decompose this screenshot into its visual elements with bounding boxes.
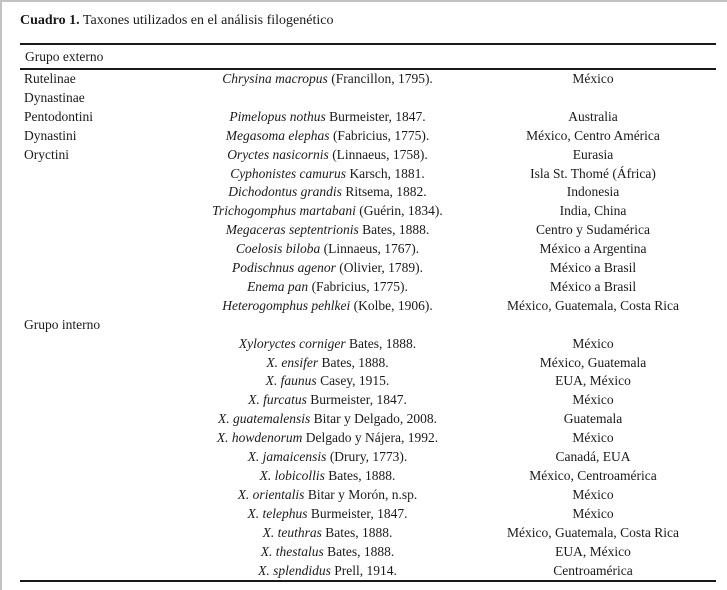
group-cell xyxy=(20,467,185,486)
species-name: Cyphonistes camurus xyxy=(230,165,347,181)
distribution-cell: Eurasia xyxy=(572,146,614,162)
distribution-cell: Indonesia xyxy=(566,184,620,200)
taxon-cell: X. thestalus Bates, 1888. xyxy=(260,543,395,559)
taxon-cell: Trichogomphus martabani (Guérin, 1834). xyxy=(212,203,443,219)
ingroup-table-body xyxy=(20,335,716,581)
distribution-cell: EUA, México xyxy=(555,373,631,389)
distribution-cell: México xyxy=(572,430,614,446)
table-row xyxy=(20,354,716,373)
group-cell xyxy=(20,202,185,221)
bottom-rule xyxy=(20,580,716,582)
taxon-cell: Pimelopus nothus Burmeister, 1847. xyxy=(229,108,426,124)
species-name: Xyloryctes corniger xyxy=(238,335,346,351)
group-cell xyxy=(20,524,185,543)
taxon-cell: X. jamaicensis (Drury, 1773). xyxy=(247,449,408,465)
table-row xyxy=(20,372,716,391)
distribution-cell: EUA, México xyxy=(555,543,631,559)
section-header-grupo-interno: Grupo interno xyxy=(24,316,101,332)
distribution-cell: Isla St. Thomé (África) xyxy=(530,165,656,181)
table-row xyxy=(20,429,716,448)
distribution-cell: México, Centro América xyxy=(526,127,660,143)
taxa-table xyxy=(20,43,716,582)
taxon-cell: X. splendidus Prell, 1914. xyxy=(258,562,397,578)
taxon-cell: Xyloryctes corniger Bates, 1888. xyxy=(238,335,417,351)
species-name: X. thestalus xyxy=(260,543,324,559)
table-row xyxy=(20,467,716,486)
group-cell: Dynastini xyxy=(24,127,77,143)
species-name: Chrysina macropus xyxy=(222,71,328,86)
distribution-cell: India, China xyxy=(559,203,627,219)
distribution-cell: Guatemala xyxy=(563,411,623,427)
table-row xyxy=(20,70,716,89)
group-cell xyxy=(20,354,185,373)
table-row xyxy=(20,108,716,127)
group-cell xyxy=(20,297,185,316)
taxon-cell: Coelosis biloba (Linnaeus, 1767). xyxy=(235,241,420,257)
distribution-cell: México a Argentina xyxy=(539,241,647,257)
species-name: X. teuthras xyxy=(262,524,322,540)
group-cell: Dynastinae xyxy=(24,89,85,105)
species-name: Megaceras septentrionis xyxy=(225,222,359,238)
species-name: X. telephus xyxy=(247,505,308,521)
taxon-cell: Heterogomphus pehlkei (Kolbe, 1906). xyxy=(222,297,433,313)
group-cell: Pentodontini xyxy=(24,108,94,124)
group-cell xyxy=(20,183,185,202)
distribution-cell: México a Brasil xyxy=(549,278,637,294)
group-cell xyxy=(20,562,185,581)
distribution-cell: Centroamérica xyxy=(553,562,633,578)
taxon-cell: Cyphonistes camurus Karsch, 1881. xyxy=(230,165,425,181)
group-cell xyxy=(20,165,185,184)
species-name: Oryctes nasicornis xyxy=(227,146,329,162)
group-cell xyxy=(20,259,185,278)
taxon-cell: Megaceras septentrionis Bates, 1888. xyxy=(225,222,430,238)
table-row xyxy=(20,543,716,562)
taxon-cell: X. telephus Burmeister, 1847. xyxy=(247,505,408,521)
table-row xyxy=(20,240,716,259)
distribution-cell: México, Centroamérica xyxy=(529,468,657,484)
table-row xyxy=(20,562,716,581)
distribution-cell: México a Brasil xyxy=(549,260,637,276)
taxon-cell: X. faunus Casey, 1915. xyxy=(265,373,390,389)
distribution-cell: México xyxy=(572,392,614,408)
table-row xyxy=(20,146,716,165)
outgroup-table xyxy=(20,70,716,316)
group-cell xyxy=(20,372,185,391)
distribution-cell: México xyxy=(572,335,614,351)
table-row xyxy=(20,259,716,278)
group-cell xyxy=(20,448,185,467)
table-row xyxy=(20,127,716,146)
species-name: X. splendidus xyxy=(258,562,331,578)
table-row xyxy=(20,486,716,505)
table-row xyxy=(20,410,716,429)
taxon-cell: Chrysina macropus (Francillon, 1795). xyxy=(222,71,433,86)
species-name: X. furcatus xyxy=(248,392,307,408)
taxon-cell: X. ensifer Bates, 1888. xyxy=(266,354,389,370)
group-cell xyxy=(20,391,185,410)
group-cell xyxy=(20,543,185,562)
distribution-cell: México xyxy=(572,71,614,86)
group-cell xyxy=(20,410,185,429)
table-row xyxy=(20,297,716,316)
group-cell xyxy=(20,221,185,240)
species-name: X. orientalis xyxy=(237,486,305,502)
taxon-cell xyxy=(185,89,470,108)
table-row xyxy=(20,524,716,543)
taxon-cell: X. teuthras Bates, 1888. xyxy=(262,524,393,540)
distribution-cell: México, Guatemala xyxy=(539,354,647,370)
table-row xyxy=(20,89,716,108)
table-row xyxy=(20,335,716,354)
table-row xyxy=(20,391,716,410)
table-caption xyxy=(20,12,714,30)
table-row xyxy=(20,221,716,240)
species-name: Megasoma elephas xyxy=(225,127,330,143)
taxon-cell: X. howdenorum Delgado y Nájera, 1992. xyxy=(216,430,439,446)
group-cell xyxy=(20,486,185,505)
species-name: X. jamaicensis xyxy=(247,449,327,465)
group-cell: Oryctini xyxy=(24,146,69,162)
section-header-grupo-externo: Grupo externo xyxy=(25,49,104,64)
species-name: Dichodontus grandis xyxy=(228,184,342,200)
species-name: X. ensifer xyxy=(266,354,319,370)
group-cell: Rutelinae xyxy=(24,71,76,86)
species-name: Enema pan xyxy=(247,278,309,294)
table-row xyxy=(20,505,716,524)
distribution-cell xyxy=(470,89,716,108)
table-row xyxy=(20,165,716,184)
taxon-cell: X. guatemalensis Bitar y Delgado, 2008. xyxy=(218,411,437,427)
taxon-cell: Megasoma elephas (Fabricius, 1775). xyxy=(225,127,430,143)
distribution-cell: Canadá, EUA xyxy=(555,449,631,465)
taxon-cell: Oryctes nasicornis (Linnaeus, 1758). xyxy=(227,146,428,162)
species-name: X. faunus xyxy=(265,373,317,389)
distribution-cell: Australia xyxy=(568,108,618,124)
table-caption-label: Cuadro 1. xyxy=(20,13,80,28)
distribution-cell: México xyxy=(572,486,614,502)
table-row xyxy=(20,183,716,202)
taxon-cell: X. furcatus Burmeister, 1847. xyxy=(248,392,407,408)
taxon-cell: Enema pan (Fabricius, 1775). xyxy=(247,278,408,294)
table-caption-text: Taxones utilizados en el análisis filogenético xyxy=(79,13,334,28)
group-cell xyxy=(20,335,185,354)
species-name: Coelosis biloba xyxy=(235,241,321,257)
species-name: Pimelopus nothus xyxy=(229,108,326,124)
taxon-cell: X. orientalis Bitar y Morón, n.sp. xyxy=(237,486,418,502)
taxon-cell: Podischnus agenor (Olivier, 1789). xyxy=(231,260,424,276)
table-row xyxy=(20,278,716,297)
distribution-cell: Centro y Sudamérica xyxy=(536,222,650,238)
distribution-cell: México, Guatemala, Costa Rica xyxy=(506,524,680,540)
group-cell xyxy=(20,505,185,524)
species-name: Trichogomphus martabani xyxy=(212,203,356,219)
table-row xyxy=(20,202,716,221)
group-cell xyxy=(20,429,185,448)
distribution-cell: México, Guatemala, Costa Rica xyxy=(506,297,680,313)
ingroup-table xyxy=(20,335,716,581)
species-name: X. lobicollis xyxy=(259,468,325,484)
group-cell xyxy=(20,278,185,297)
group-cell xyxy=(20,240,185,259)
species-name: X. guatemalensis xyxy=(218,411,311,427)
outgroup-table-body xyxy=(20,70,716,316)
taxon-cell: Dichodontus grandis Ritsema, 1882. xyxy=(228,184,427,200)
taxon-cell: X. lobicollis Bates, 1888. xyxy=(259,468,396,484)
species-name: Podischnus agenor xyxy=(231,260,336,276)
distribution-cell: México xyxy=(572,505,614,521)
table-row xyxy=(20,448,716,467)
species-name: Heterogomphus pehlkei xyxy=(222,297,351,313)
species-name: X. howdenorum xyxy=(216,430,303,446)
